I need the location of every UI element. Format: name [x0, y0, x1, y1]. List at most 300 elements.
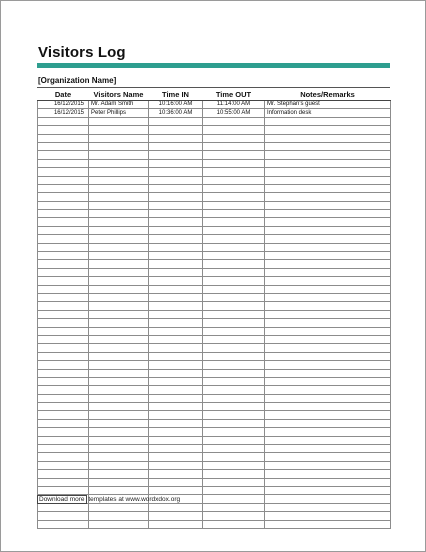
cell-notes[interactable]	[265, 445, 391, 453]
cell-time-in[interactable]	[149, 335, 203, 343]
table-row	[38, 176, 391, 184]
cell-time-out[interactable]	[203, 495, 265, 503]
cell-time-in[interactable]	[149, 268, 203, 276]
cell-visitor-name[interactable]	[89, 168, 149, 176]
column-header-time-out: Time OUT	[203, 89, 265, 101]
cell-time-in[interactable]	[149, 201, 203, 209]
cell-time-in[interactable]	[149, 252, 203, 260]
cell-visitor-name[interactable]	[89, 486, 149, 494]
column-header-visitors-name: Visitors Name	[89, 89, 149, 101]
cell-date[interactable]	[38, 411, 89, 419]
cell-time-out[interactable]	[203, 419, 265, 427]
cell-notes[interactable]	[265, 319, 391, 327]
cell-notes[interactable]	[265, 369, 391, 377]
cell-time-in[interactable]	[149, 302, 203, 310]
cell-notes[interactable]	[265, 226, 391, 234]
cell-notes[interactable]	[265, 461, 391, 469]
cell-time-out[interactable]	[203, 319, 265, 327]
document-title: Visitors Log	[38, 44, 126, 61]
visitors-log-table	[37, 89, 391, 529]
cell-notes[interactable]	[265, 210, 391, 218]
cell-visitor-name[interactable]	[89, 159, 149, 167]
table-row	[38, 377, 391, 385]
cell-visitor-name[interactable]	[89, 394, 149, 402]
cell-time-out[interactable]	[203, 327, 265, 335]
cell-notes[interactable]	[265, 377, 391, 385]
table-row	[38, 252, 391, 260]
cell-time-out[interactable]	[203, 235, 265, 243]
cell-visitor-name[interactable]	[89, 436, 149, 444]
cell-date[interactable]	[38, 210, 89, 218]
cell-visitor-name[interactable]	[89, 461, 149, 469]
cell-visitor-name[interactable]: Mr. Adam Smith	[89, 101, 149, 109]
cell-visitor-name[interactable]	[89, 293, 149, 301]
cell-notes[interactable]	[265, 285, 391, 293]
table-row	[38, 403, 391, 411]
cell-time-in[interactable]	[149, 243, 203, 251]
table-row	[38, 411, 391, 419]
cell-time-in[interactable]	[149, 235, 203, 243]
cell-time-out[interactable]	[203, 470, 265, 478]
cell-time-out[interactable]	[203, 411, 265, 419]
cell-notes[interactable]	[265, 403, 391, 411]
cell-time-out[interactable]	[203, 293, 265, 301]
cell-date[interactable]	[38, 226, 89, 234]
table-row	[38, 168, 391, 176]
cell-date[interactable]	[38, 201, 89, 209]
cell-time-in[interactable]	[149, 210, 203, 218]
table-row	[38, 117, 391, 125]
table-row	[38, 445, 391, 453]
cell-time-out[interactable]	[203, 403, 265, 411]
cell-time-in[interactable]	[149, 126, 203, 134]
cell-time-out[interactable]	[203, 176, 265, 184]
cell-time-in[interactable]	[149, 159, 203, 167]
table-row	[38, 478, 391, 486]
cell-notes[interactable]	[265, 277, 391, 285]
table-row	[38, 461, 391, 469]
cell-time-in[interactable]	[149, 193, 203, 201]
cell-notes[interactable]	[265, 184, 391, 192]
cell-date[interactable]	[38, 369, 89, 377]
table-row	[38, 344, 391, 352]
cell-date[interactable]	[38, 436, 89, 444]
cell-notes[interactable]	[265, 151, 391, 159]
cell-date[interactable]	[38, 260, 89, 268]
cell-visitor-name[interactable]	[89, 134, 149, 142]
table-row	[38, 470, 391, 478]
table-row	[38, 109, 391, 117]
table-row	[38, 201, 391, 209]
table-row	[38, 394, 391, 402]
cell-notes[interactable]	[265, 486, 391, 494]
cell-date[interactable]: 16/12/2015	[38, 109, 89, 117]
cell-date[interactable]	[38, 168, 89, 176]
cell-visitor-name[interactable]	[89, 419, 149, 427]
cell-time-out[interactable]	[203, 252, 265, 260]
cell-notes[interactable]	[265, 361, 391, 369]
cell-notes[interactable]	[265, 344, 391, 352]
cell-date[interactable]	[38, 293, 89, 301]
cell-notes[interactable]	[265, 218, 391, 226]
cell-time-out[interactable]	[203, 168, 265, 176]
cell-notes[interactable]: Information desk	[265, 109, 391, 117]
download-more-link[interactable]: Download more	[39, 496, 85, 503]
cell-time-out[interactable]	[203, 201, 265, 209]
cell-visitor-name[interactable]	[89, 210, 149, 218]
cell-visitor-name[interactable]	[89, 235, 149, 243]
cell-time-in[interactable]	[149, 134, 203, 142]
cell-notes[interactable]	[265, 436, 391, 444]
cell-time-in[interactable]	[149, 285, 203, 293]
cell-time-in[interactable]	[149, 218, 203, 226]
table-row	[38, 503, 391, 511]
cell-visitor-name[interactable]	[89, 369, 149, 377]
cell-date[interactable]	[38, 151, 89, 159]
cell-visitor-name[interactable]	[89, 319, 149, 327]
cell-notes[interactable]	[265, 243, 391, 251]
cell-date[interactable]	[38, 386, 89, 394]
cell-notes[interactable]	[265, 503, 391, 511]
cell-notes[interactable]	[265, 495, 391, 503]
cell-time-out[interactable]: 10:55:00 AM	[203, 109, 265, 117]
table-header-row	[38, 89, 391, 101]
cell-notes[interactable]	[265, 134, 391, 142]
organization-name[interactable]: [Organization Name]	[38, 76, 117, 85]
cell-time-out[interactable]	[203, 461, 265, 469]
cell-time-out[interactable]	[203, 335, 265, 343]
table-row	[38, 151, 391, 159]
cell-notes[interactable]	[265, 310, 391, 318]
cell-visitor-name[interactable]	[89, 428, 149, 436]
cell-date[interactable]	[38, 335, 89, 343]
cell-date[interactable]	[38, 470, 89, 478]
cell-notes[interactable]	[265, 168, 391, 176]
table-row	[38, 512, 391, 520]
cell-visitor-name[interactable]	[89, 335, 149, 343]
cell-time-out[interactable]	[203, 218, 265, 226]
cell-date[interactable]	[38, 310, 89, 318]
cell-time-out[interactable]	[203, 445, 265, 453]
cell-date[interactable]	[38, 134, 89, 142]
cell-date[interactable]	[38, 176, 89, 184]
table-row	[38, 260, 391, 268]
cell-notes[interactable]	[265, 386, 391, 394]
cell-date[interactable]	[38, 159, 89, 167]
cell-time-out[interactable]	[203, 503, 265, 511]
cell-notes[interactable]	[265, 142, 391, 150]
cell-notes[interactable]	[265, 352, 391, 360]
cell-notes[interactable]	[265, 394, 391, 402]
cell-visitor-name[interactable]	[89, 478, 149, 486]
column-header-time-in: Time IN	[149, 89, 203, 101]
cell-time-out[interactable]	[203, 453, 265, 461]
cell-time-in[interactable]	[149, 486, 203, 494]
cell-time-out[interactable]	[203, 377, 265, 385]
cell-date[interactable]	[38, 453, 89, 461]
cell-date[interactable]	[38, 235, 89, 243]
cell-time-out[interactable]	[203, 520, 265, 528]
cell-time-out[interactable]	[203, 226, 265, 234]
table-row	[38, 302, 391, 310]
cell-time-in[interactable]	[149, 478, 203, 486]
cell-time-in[interactable]	[149, 226, 203, 234]
cell-notes[interactable]	[265, 470, 391, 478]
cell-date[interactable]: 16/12/2015	[38, 101, 89, 109]
cell-time-out[interactable]	[203, 310, 265, 318]
cell-visitor-name[interactable]	[89, 512, 149, 520]
cell-time-out[interactable]	[203, 193, 265, 201]
cell-time-out[interactable]	[203, 302, 265, 310]
cell-notes[interactable]	[265, 176, 391, 184]
table-row	[38, 159, 391, 167]
cell-time-out[interactable]	[203, 386, 265, 394]
cell-time-in[interactable]	[149, 453, 203, 461]
cell-notes[interactable]	[265, 201, 391, 209]
cell-visitor-name[interactable]	[89, 445, 149, 453]
cell-visitor-name[interactable]	[89, 327, 149, 335]
cell-date[interactable]	[38, 218, 89, 226]
cell-date[interactable]	[38, 117, 89, 125]
cell-time-out[interactable]	[203, 436, 265, 444]
table-row	[38, 327, 391, 335]
footer-note	[37, 496, 180, 503]
cell-date[interactable]	[38, 344, 89, 352]
cell-time-in[interactable]	[149, 361, 203, 369]
cell-visitor-name[interactable]	[89, 503, 149, 511]
cell-notes[interactable]	[265, 453, 391, 461]
cell-time-in[interactable]	[149, 352, 203, 360]
cell-date[interactable]	[38, 285, 89, 293]
cell-date[interactable]	[38, 184, 89, 192]
cell-time-in[interactable]	[149, 344, 203, 352]
cell-time-in[interactable]	[149, 394, 203, 402]
cell-visitor-name[interactable]	[89, 218, 149, 226]
cell-time-in[interactable]	[149, 277, 203, 285]
table-row	[38, 142, 391, 150]
cell-time-in[interactable]	[149, 436, 203, 444]
cell-time-in[interactable]	[149, 512, 203, 520]
cell-time-out[interactable]	[203, 478, 265, 486]
cell-time-out[interactable]	[203, 184, 265, 192]
table-row	[38, 310, 391, 318]
cell-time-in[interactable]	[149, 419, 203, 427]
cell-visitor-name[interactable]	[89, 260, 149, 268]
cell-time-out[interactable]	[203, 260, 265, 268]
cell-date[interactable]	[38, 126, 89, 134]
cell-notes[interactable]	[265, 293, 391, 301]
cell-time-out[interactable]	[203, 486, 265, 494]
cell-time-in[interactable]	[149, 428, 203, 436]
cell-time-out[interactable]	[203, 352, 265, 360]
cell-time-out[interactable]	[203, 394, 265, 402]
cell-date[interactable]	[38, 243, 89, 251]
cell-time-out[interactable]	[203, 159, 265, 167]
cell-time-out[interactable]	[203, 512, 265, 520]
cell-visitor-name[interactable]	[89, 344, 149, 352]
cell-time-in[interactable]	[149, 151, 203, 159]
cell-notes[interactable]	[265, 268, 391, 276]
cell-time-in[interactable]	[149, 142, 203, 150]
cell-visitor-name[interactable]	[89, 252, 149, 260]
cell-visitor-name[interactable]	[89, 277, 149, 285]
cell-visitor-name[interactable]	[89, 310, 149, 318]
organization-underline	[37, 87, 390, 88]
cell-visitor-name[interactable]	[89, 453, 149, 461]
cell-date[interactable]	[38, 403, 89, 411]
cell-date[interactable]	[38, 302, 89, 310]
cell-visitor-name[interactable]	[89, 184, 149, 192]
cell-notes[interactable]	[265, 520, 391, 528]
cell-date[interactable]	[38, 503, 89, 511]
cell-notes[interactable]	[265, 235, 391, 243]
cell-date[interactable]	[38, 327, 89, 335]
cell-notes[interactable]	[265, 411, 391, 419]
cell-notes[interactable]: Mr. Stephan's guest	[265, 101, 391, 109]
cell-date[interactable]	[38, 268, 89, 276]
cell-visitor-name[interactable]	[89, 117, 149, 125]
table-row	[38, 218, 391, 226]
cell-time-in[interactable]	[149, 319, 203, 327]
cell-visitor-name[interactable]	[89, 126, 149, 134]
cell-time-in[interactable]	[149, 520, 203, 528]
cell-date[interactable]	[38, 520, 89, 528]
cell-time-out[interactable]	[203, 151, 265, 159]
cell-notes[interactable]	[265, 252, 391, 260]
cell-date[interactable]	[38, 252, 89, 260]
cell-time-in[interactable]	[149, 184, 203, 192]
cell-visitor-name[interactable]	[89, 243, 149, 251]
cell-date[interactable]	[38, 512, 89, 520]
cell-visitor-name[interactable]	[89, 361, 149, 369]
cell-notes[interactable]	[265, 327, 391, 335]
cell-time-in[interactable]	[149, 445, 203, 453]
cell-visitor-name[interactable]	[89, 285, 149, 293]
cell-date[interactable]	[38, 361, 89, 369]
cell-visitor-name[interactable]	[89, 142, 149, 150]
table-row	[38, 210, 391, 218]
cell-visitor-name[interactable]	[89, 352, 149, 360]
cell-date[interactable]	[38, 461, 89, 469]
cell-visitor-name[interactable]	[89, 470, 149, 478]
cell-notes[interactable]	[265, 126, 391, 134]
cell-time-in[interactable]	[149, 403, 203, 411]
cell-time-in[interactable]: 10:16:00 AM	[149, 101, 203, 109]
cell-date[interactable]	[38, 142, 89, 150]
table-row	[38, 268, 391, 276]
cell-visitor-name[interactable]	[89, 193, 149, 201]
cell-time-in[interactable]	[149, 260, 203, 268]
cell-visitor-name[interactable]	[89, 151, 149, 159]
cell-time-out[interactable]	[203, 285, 265, 293]
table-row	[38, 235, 391, 243]
cell-visitor-name[interactable]	[89, 411, 149, 419]
cell-time-out[interactable]	[203, 428, 265, 436]
cell-visitor-name[interactable]	[89, 268, 149, 276]
cell-time-in[interactable]	[149, 411, 203, 419]
cell-visitor-name[interactable]	[89, 201, 149, 209]
cell-time-out[interactable]	[203, 126, 265, 134]
cell-time-in[interactable]	[149, 310, 203, 318]
cell-notes[interactable]	[265, 193, 391, 201]
cell-time-out[interactable]	[203, 268, 265, 276]
table-row	[38, 243, 391, 251]
cell-visitor-name[interactable]	[89, 176, 149, 184]
cell-notes[interactable]	[265, 302, 391, 310]
cell-date[interactable]	[38, 319, 89, 327]
table-row	[38, 193, 391, 201]
cell-time-out[interactable]	[203, 210, 265, 218]
cell-time-in[interactable]	[149, 117, 203, 125]
cell-time-in[interactable]	[149, 327, 203, 335]
cell-time-in[interactable]	[149, 293, 203, 301]
table-row	[38, 134, 391, 142]
cell-date[interactable]	[38, 478, 89, 486]
cell-visitor-name[interactable]	[89, 226, 149, 234]
cell-time-out[interactable]	[203, 369, 265, 377]
cell-time-in[interactable]	[149, 470, 203, 478]
title-accent-bar	[37, 63, 390, 68]
cell-notes[interactable]	[265, 428, 391, 436]
cell-visitor-name[interactable]	[89, 520, 149, 528]
cell-date[interactable]	[38, 193, 89, 201]
cell-notes[interactable]	[265, 419, 391, 427]
cell-date[interactable]	[38, 419, 89, 427]
cell-time-in[interactable]	[149, 503, 203, 511]
cell-date[interactable]	[38, 428, 89, 436]
cell-visitor-name[interactable]	[89, 302, 149, 310]
cell-time-out[interactable]	[203, 134, 265, 142]
cell-time-out[interactable]	[203, 277, 265, 285]
table-row	[38, 436, 391, 444]
table-row	[38, 386, 391, 394]
cell-time-out[interactable]	[203, 243, 265, 251]
cell-time-out[interactable]	[203, 344, 265, 352]
cell-time-out[interactable]	[203, 117, 265, 125]
footer-text: templates at www.wordxdox.org	[86, 496, 181, 503]
cell-notes[interactable]	[265, 512, 391, 520]
cell-date[interactable]	[38, 352, 89, 360]
cell-notes[interactable]	[265, 260, 391, 268]
cell-time-out[interactable]	[203, 142, 265, 150]
cell-visitor-name[interactable]: Peter Phillips	[89, 109, 149, 117]
cell-date[interactable]	[38, 277, 89, 285]
cell-visitor-name[interactable]	[89, 403, 149, 411]
cell-time-in[interactable]: 10:36:00 AM	[149, 109, 203, 117]
cell-time-out[interactable]	[203, 361, 265, 369]
cell-notes[interactable]	[265, 159, 391, 167]
table-row	[38, 285, 391, 293]
cell-time-out[interactable]: 11:14:00 AM	[203, 101, 265, 109]
cell-notes[interactable]	[265, 478, 391, 486]
table-row	[38, 486, 391, 494]
cell-time-in[interactable]	[149, 461, 203, 469]
cell-date[interactable]	[38, 377, 89, 385]
cell-time-in[interactable]	[149, 168, 203, 176]
cell-date[interactable]	[38, 445, 89, 453]
table-row	[38, 361, 391, 369]
cell-time-in[interactable]	[149, 386, 203, 394]
cell-visitor-name[interactable]	[89, 377, 149, 385]
cell-date[interactable]	[38, 394, 89, 402]
cell-notes[interactable]	[265, 117, 391, 125]
cell-time-in[interactable]	[149, 369, 203, 377]
cell-date[interactable]	[38, 486, 89, 494]
cell-time-in[interactable]	[149, 377, 203, 385]
cell-time-in[interactable]	[149, 176, 203, 184]
cell-notes[interactable]	[265, 335, 391, 343]
cell-visitor-name[interactable]	[89, 386, 149, 394]
